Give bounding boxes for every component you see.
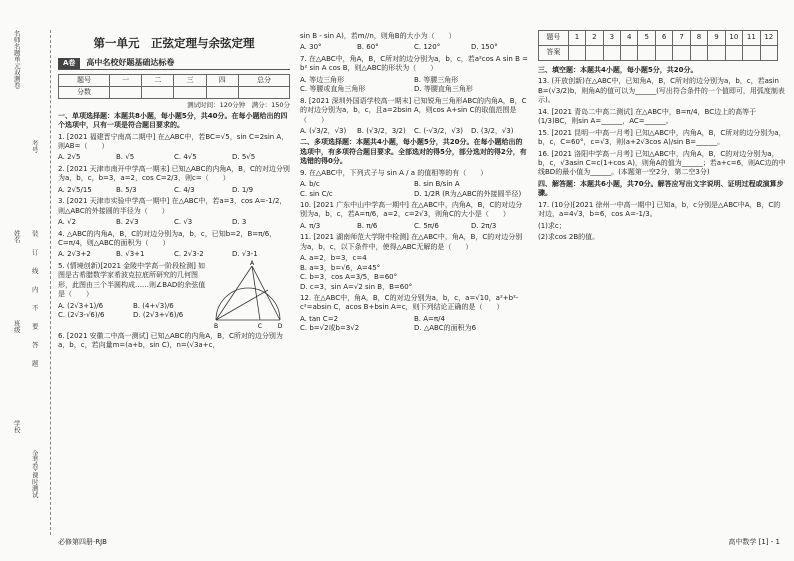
answer-cell[interactable] [655, 46, 672, 61]
answer-grid-label: 答案 [539, 46, 569, 61]
question-8-options [300, 127, 528, 136]
figure-label: D [277, 322, 283, 330]
section-3-heading: 三、填空题：本题共4小题，每小题5分，共20分。 [538, 66, 698, 74]
option: B. 2√3 [116, 218, 139, 227]
option: D. 5√5 [232, 153, 256, 162]
option: D. 1/2R (R为△ABC的外接圆半径) [414, 189, 522, 198]
cut-line-text: 装 订 线 内 不 要 答 题 [30, 230, 39, 372]
answer-cell[interactable] [673, 46, 690, 61]
score-header: 一 [110, 74, 142, 86]
option: C. b=3，cos A=3/5，B=60° [300, 273, 398, 282]
answer-cell[interactable] [725, 46, 742, 61]
option: B. 60° [357, 43, 379, 52]
question-4-options [58, 250, 290, 259]
question-1: 1. [2021 福建晋宁南高二期中] 在△ABC中，若BC=√5，sin C=2sin A，则AB=（ ） [58, 132, 289, 151]
section-2-heading: 二、多项选择题：本题共4小题，每小题5分，共20分。在每小题给出的选项中，有多项符合题目要求。全部选对的得5分，部分选对的得2分，有选错的得0分。 [300, 138, 527, 166]
option: B. √3+1 [116, 250, 145, 259]
answer-grid-label: 题号 [539, 31, 569, 46]
score-cell[interactable] [174, 86, 206, 98]
option: C. 等腰或直角三角形 [300, 85, 366, 94]
score-table [58, 74, 290, 99]
footer-right: 高中数学 [1] - 1 [728, 537, 780, 546]
question-17-part-2: (2)求cos 2B的值。 [538, 233, 600, 241]
answer-grid-number: 2 [586, 31, 603, 46]
option: C. b=√2或b=3√2 [300, 324, 360, 333]
option: C. √3 [174, 218, 193, 227]
answer-grid-number: 8 [690, 31, 707, 46]
answer-grid-number: 12 [760, 31, 777, 46]
answer-grid-number: 5 [638, 31, 655, 46]
answer-grid-number: 10 [725, 31, 742, 46]
question-9-options [300, 180, 528, 199]
score-cell[interactable] [206, 86, 238, 98]
option: D. 3 [232, 218, 247, 227]
paper-badge: A卷 [58, 58, 80, 69]
option: C. (-√3/2，√3) [414, 126, 463, 135]
option: A. (2√3+1)/6 [58, 301, 104, 310]
option: A. 30° [300, 43, 322, 52]
answer-cell[interactable] [708, 46, 725, 61]
answer-cell[interactable] [690, 46, 707, 61]
question-17: 17. (10分)[2021 徐州一中高一期中] 已知a，b，c分别是△ABC中A，B，C的对边，a=4√3，b=6，cos A=-1/3。 [538, 200, 781, 219]
option: C. 4/3 [174, 185, 195, 194]
option: C. 4√5 [174, 153, 197, 162]
option: D. 2π/3 [471, 221, 497, 230]
option: B. 5/3 [116, 185, 137, 194]
option: D. c=3，sin A=√2 sin B，B=60° [300, 282, 413, 291]
answer-grid-number: 7 [673, 31, 690, 46]
option: B. sin B/sin A [414, 180, 460, 189]
option: C. 5π/6 [414, 221, 439, 230]
question-7-options [300, 76, 528, 95]
option: A. 2√5 [58, 153, 81, 162]
option: D. 等腰直角三角形 [414, 85, 473, 94]
sidebar-name-label: 姓名 [12, 230, 21, 243]
column-3 [538, 30, 786, 244]
section-1-heading: 一、单项选择题：本题共8小题，每小题5分，共40分。在每小题给出的四个选项中，只有一项是符合题目要求的。 [58, 111, 288, 130]
sidebar-bottom-text: 金考卷·课时测试 [30, 450, 39, 498]
question-7: 7. 在△ABC中，角A，B，C所对的边分别为a，b，c，若a²cos A sin B = b² sin A cos B，则△ABC的形状为（ ） [300, 54, 528, 73]
score-header: 二 [142, 74, 174, 86]
option: B. a=3，b=√6，A=45° [300, 263, 381, 272]
badge-row [58, 58, 290, 70]
score-header: 题号 [59, 74, 110, 86]
option: C. 120° [414, 43, 441, 52]
option: B. A=π/4 [414, 314, 445, 323]
answer-cell[interactable] [568, 46, 585, 61]
answer-cell[interactable] [760, 46, 777, 61]
question-1-options [58, 153, 290, 162]
question-8: 8. [2021 深圳外国语学校高一期末] 已知锐角三角形ABC的内角A，B，C的对边分别为a，b，c，且a=2bsin A，则cos A+sin C的取值范围是（ ） [300, 96, 527, 124]
unit-title: 第一单元 正弦定理与余弦定理 [93, 36, 255, 50]
answer-grid-number: 9 [708, 31, 725, 46]
answer-grid-number: 3 [603, 31, 620, 46]
answer-cell[interactable] [603, 46, 620, 61]
question-12-options [300, 315, 528, 334]
answer-grid [538, 30, 778, 61]
answer-cell[interactable] [638, 46, 655, 61]
question-10: 10. [2021 广东中山中学高一期中] 在△ABC中，内角A，B，C的对边分别为a，b，c，若A=π/6，a=2，c=2√3，则角C的大小是（ ） [300, 201, 523, 219]
question-17-part-1: (1)求c； [538, 221, 566, 230]
column-2 [300, 30, 528, 334]
option: B. √5 [116, 153, 135, 162]
score-header: 总分 [238, 74, 289, 86]
sidebar-top-text: 名师名题单元双测卷 [12, 30, 21, 89]
option: A. b/c [300, 180, 320, 189]
question-3-options [58, 218, 290, 227]
question-9: 9. 在△ABC中，下列式子与 sin A / a 的值相等的有（ ） [300, 168, 488, 177]
option: B. π/6 [357, 221, 378, 230]
answer-grid-number: 11 [743, 31, 760, 46]
question-11: 11. [2021 湖南师范大学附中检测] 在△ABC中，角A，B，C的对边分别为a，b，c，以下条件中，使得△ABC无解的是（ ） [300, 233, 523, 251]
score-cell[interactable] [110, 86, 142, 98]
question-2-options [58, 186, 290, 195]
option: A. 等边三角形 [300, 75, 345, 84]
question-16: 16. [2021 洛阳中学高一月考] 已知△ABC中，内角A，B，C的对边分别为a，b，c，√3asin C=c(1+cos A)，则角A的值为______；若a+c=6，则AC边的中线BD的最小值为______。(本题第一空2分，第二空3分) [538, 149, 786, 177]
question-3: 3. [2021 天津市实验中学高一期中] 在△ABC中，若a=3，cos A=-1/2，则△ABC的外接圆的半径为（ ） [58, 197, 287, 215]
paper-subtitle: 高中名校好题基础达标卷 [86, 57, 175, 67]
score-cell[interactable] [142, 86, 174, 98]
question-11-options [300, 254, 528, 292]
score-cell[interactable] [238, 86, 289, 98]
option: C. sin C/c [300, 189, 333, 198]
answer-grid-number: 6 [655, 31, 672, 46]
answer-grid-number: 1 [568, 31, 585, 46]
answer-grid-number: 4 [621, 31, 638, 46]
answer-cell[interactable] [621, 46, 638, 61]
question-2: 2. [2021 天津市南开中学高一期末] 已知△ABC的内角A，B，C的对边分别为a，b，c，b=3，a=2，cos C=2/3，则c=（ ） [58, 164, 290, 183]
footer-left: 必修第四册·RJB [58, 537, 107, 546]
column-1 [58, 30, 290, 353]
question-14: 14. [2021 青岛二中高二测试] 在△ABC中，B=π/4，BC边上的高等于(1/3)BC，则sin A=______，AC=______。 [538, 107, 757, 126]
score-header: 三 [174, 74, 206, 86]
question-12: 12. 在△ABC中，角A，B，C的对边分别为a，b，c，a=√10，a²+b²-c²=absin C，acos B+bsin A=c，则下列结论正确的是（ ） [300, 293, 519, 312]
option: A. (√3/2，√3) [300, 126, 347, 135]
option: A. π/3 [300, 221, 321, 230]
option: A. a=2，b=3，c=4 [300, 254, 367, 263]
question-5-options [58, 302, 208, 321]
score-row-label: 分数 [59, 86, 110, 98]
option: D. 150° [471, 43, 498, 52]
figure-label: C [257, 322, 263, 330]
option: D. (2√3+√6)/6 [133, 311, 184, 320]
semicircle-figure [208, 260, 286, 330]
question-6-continued: sin B - sin A)，若m//n，则角B的大小为（ ） [300, 32, 456, 40]
option: C. 2√3-2 [174, 250, 204, 259]
question-13: 13. (开放创新)在△ABC中，已知角A，B，C所对的边分别为a，b，c，若asin B=(√3/2)b，则角A的值可以为______(写出符合条件的一个值即可，用弧度制表示)。 [538, 77, 785, 105]
option: C. (2√3-√6)/6 [58, 311, 105, 320]
option: B. 等腰三角形 [414, 75, 459, 84]
question-5: 5. (情境创新)[2021 金陵中学高一阶段检测] 如图是古希腊数学家希波克拉底所研究的几何图形，此图由三个半圆构成……则∠BAD的余弦值是（ ） [58, 261, 206, 299]
sidebar-class-label: 班级 [12, 320, 21, 333]
figure-label: A [249, 259, 255, 267]
question-5-block [58, 260, 290, 330]
question-10-options [300, 222, 528, 231]
sidebar-school-label: 学校 [12, 420, 21, 433]
option: A. √2 [58, 218, 77, 227]
score-header: 四 [206, 74, 238, 86]
binding-sidebar [10, 30, 51, 535]
option: A. 2√5/15 [58, 185, 92, 194]
question-6-options [300, 43, 528, 52]
option: B. (4+√3)/6 [133, 301, 174, 310]
option: D. √3-1 [232, 250, 258, 259]
option: D. (3/2，√3) [471, 126, 514, 135]
question-4: 4. △ABC的内角A，B，C的对边分别为a，b，c，已知b=2，B=π/6，C=π/4，则△ABC的面积为（ ） [58, 229, 277, 247]
sidebar-exam-no-label: 考号 [30, 140, 39, 153]
answer-cell[interactable] [743, 46, 760, 61]
question-6: 6. [2021 安徽二中高一测试] 已知△ABC的内角A，B，C所对的边分别为a，b，c，若向量m=(a+b，sin C)，n=(√3a+c， [58, 331, 283, 350]
figure-label: B [213, 322, 219, 330]
option: A. tan C=2 [300, 314, 339, 323]
option: D. 1/9 [232, 185, 254, 194]
option: B. (√3/2，3/2) [357, 126, 406, 135]
section-4-heading: 四、解答题：本题共6小题，共70分。解答应写出文字说明、证明过程或演算步骤。 [538, 179, 784, 198]
test-meta: 测试时间：120分钟 满分：150分 [187, 100, 290, 109]
option: A. 2√3+2 [58, 250, 91, 259]
question-15: 15. [2021 昆明一中高一月考] 已知△ABC中，内角A，B，C所对的边分别为a，b，c，C=60°，c=√3，则(a+2√3cos A)/sin B=______。 [538, 128, 786, 147]
answer-cell[interactable] [586, 46, 603, 61]
option: D. △ABC的面积为6 [414, 324, 477, 333]
